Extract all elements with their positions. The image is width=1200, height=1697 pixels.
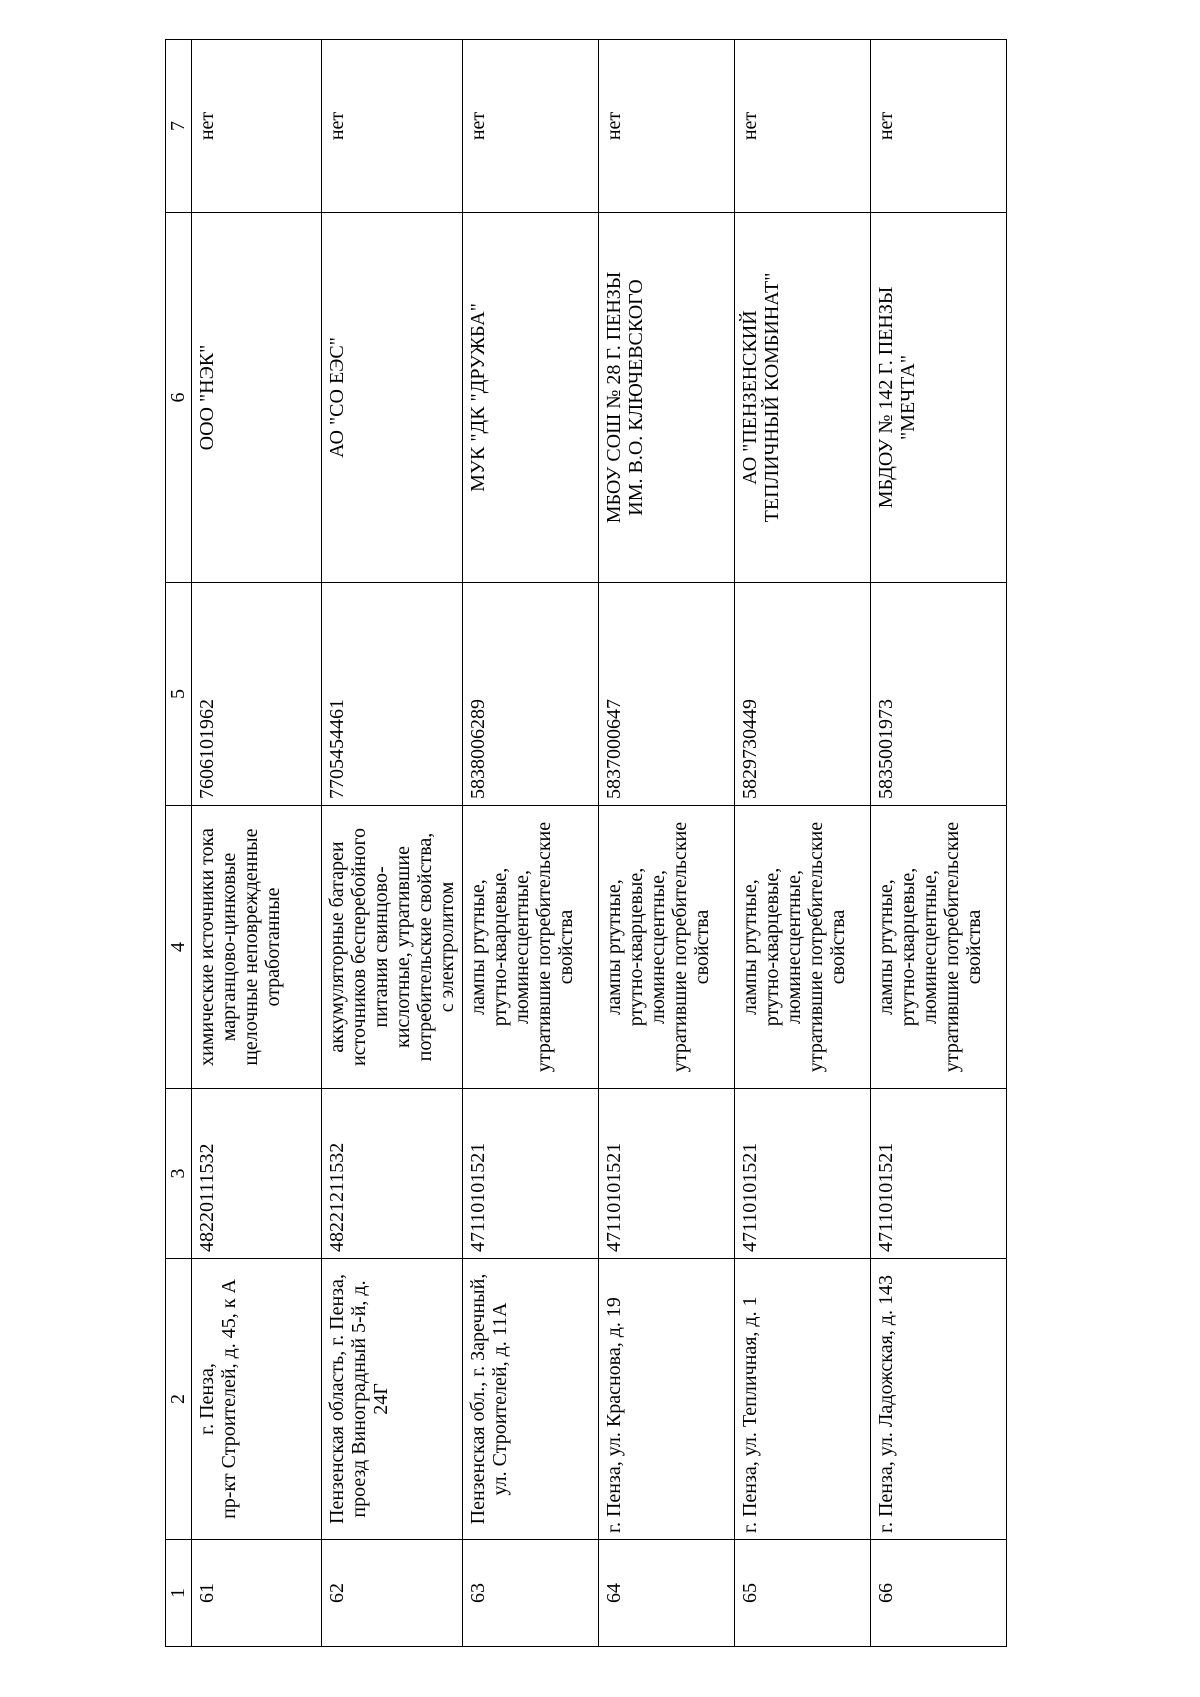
table-row [322, 40, 463, 1647]
waste-code-cell: 47110101521 [599, 1089, 735, 1259]
column-number: 3 [166, 1089, 192, 1259]
column-number: 6 [166, 213, 192, 583]
column-number-row [166, 40, 192, 1647]
waste-code-cell: 47110101521 [871, 1089, 1007, 1259]
row-number: 65 [735, 1540, 871, 1647]
table-row [463, 40, 599, 1647]
waste-code-cell: 48220111532 [192, 1089, 322, 1259]
waste-register-table [165, 39, 1007, 1647]
waste-code-cell: 48221211532 [322, 1089, 463, 1259]
address-cell: г. Пенза, ул. Краснова, д. 19 [599, 1259, 735, 1540]
waste-type-cell: лампы ртутные, ртутно-кварцевые, люминесцентные, утратившие потребительские свойства [871, 806, 1007, 1089]
waste-type-cell: лампы ртутные, ртутно-кварцевые, люминесцентные, утратившие потребительские свойства [735, 806, 871, 1089]
waste-code-cell: 47110101521 [463, 1089, 599, 1259]
column-number: 5 [166, 583, 192, 806]
table-row [192, 40, 322, 1647]
column-number: 1 [166, 1540, 192, 1647]
flag-cell: нет [322, 40, 463, 213]
column-number: 7 [166, 40, 192, 213]
inn-cell: 5835001973 [871, 583, 1007, 806]
waste-type-cell: химические источники тока марганцово-цинковые щелочные неповрежденные отработанные [192, 806, 322, 1089]
address-cell: Пензенская область, г. Пенза, проезд Виноградный 5-й, д. 24Г [322, 1259, 463, 1540]
table-row [735, 40, 871, 1647]
flag-cell: нет [463, 40, 599, 213]
row-number: 62 [322, 1540, 463, 1647]
flag-cell: нет [192, 40, 322, 213]
waste-type-cell: лампы ртутные, ртутно-кварцевые, люминесцентные, утратившие потребительские свойства [599, 806, 735, 1089]
row-number: 61 [192, 1540, 322, 1647]
address-cell: г. Пенза, ул. Тепличная, д. 1 [735, 1259, 871, 1540]
organization-cell: ООО "НЭК" [192, 213, 322, 583]
column-number: 2 [166, 1259, 192, 1540]
waste-type-cell: аккумуляторные батареи источников бесперебойного питания свинцово- кислотные, утратившие потребительские свойства, с электролитом [322, 806, 463, 1089]
organization-cell: МБОУ СОШ № 28 Г. ПЕНЗЫ ИМ. В.О. КЛЮЧЕВСКОГО [599, 213, 735, 583]
address-cell: г. Пенза, пр-кт Строителей, д. 45, к А [192, 1259, 322, 1540]
row-number: 64 [599, 1540, 735, 1647]
inn-cell: 5837000647 [599, 583, 735, 806]
organization-cell: МУК "ДК "ДРУЖБА" [463, 213, 599, 583]
waste-type-cell: лампы ртутные, ртутно-кварцевые, люминесцентные, утратившие потребительские свойства [463, 806, 599, 1089]
waste-code-cell: 47110101521 [735, 1089, 871, 1259]
flag-cell: нет [599, 40, 735, 213]
address-cell: г. Пенза, ул. Ладожская, д. 143 [871, 1259, 1007, 1540]
inn-cell: 7705454461 [322, 583, 463, 806]
organization-cell: АО "СО ЕЭС" [322, 213, 463, 583]
inn-cell: 7606101962 [192, 583, 322, 806]
table-row [871, 40, 1007, 1647]
inn-cell: 5838006289 [463, 583, 599, 806]
flag-cell: нет [735, 40, 871, 213]
organization-cell: АО "ПЕНЗЕНСКИЙ ТЕПЛИЧНЫЙ КОМБИНАТ" [735, 213, 871, 583]
row-number: 63 [463, 1540, 599, 1647]
table-row [599, 40, 735, 1647]
flag-cell: нет [871, 40, 1007, 213]
organization-cell: МБДОУ № 142 Г. ПЕНЗЫ "МЕЧТА" [871, 213, 1007, 583]
address-cell: Пензенская обл., г. Заречный, ул. Строителей, д. 11А [463, 1259, 599, 1540]
row-number: 66 [871, 1540, 1007, 1647]
column-number: 4 [166, 806, 192, 1089]
inn-cell: 5829730449 [735, 583, 871, 806]
